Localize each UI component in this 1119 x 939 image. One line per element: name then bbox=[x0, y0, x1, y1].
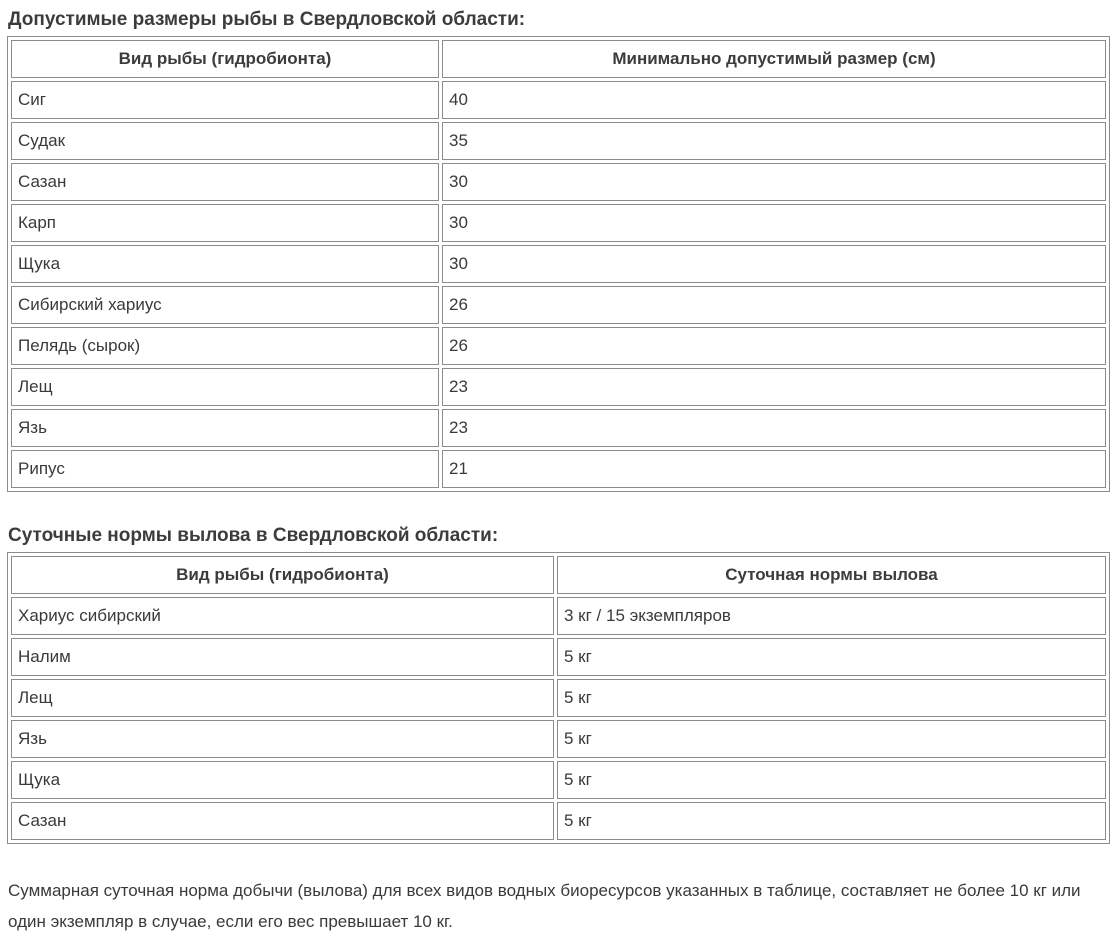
table-row bbox=[11, 122, 1106, 160]
table-row bbox=[11, 679, 1106, 717]
quota-cell: 5 кг bbox=[557, 720, 1106, 758]
table-row bbox=[11, 597, 1106, 635]
table-header-row bbox=[11, 556, 1106, 594]
min-size-cell: 35 bbox=[442, 122, 1106, 160]
species-cell: Судак bbox=[11, 122, 439, 160]
column-header-species: Вид рыбы (гидробионта) bbox=[11, 556, 554, 594]
table-row bbox=[11, 368, 1106, 406]
species-cell: Сибирский хариус bbox=[11, 286, 439, 324]
species-cell: Налим bbox=[11, 638, 554, 676]
species-cell: Щука bbox=[11, 761, 554, 799]
min-size-cell: 26 bbox=[442, 327, 1106, 365]
table-header-row bbox=[11, 40, 1106, 78]
min-size-cell: 23 bbox=[442, 409, 1106, 447]
min-size-cell: 23 bbox=[442, 368, 1106, 406]
species-cell: Язь bbox=[11, 720, 554, 758]
quota-cell: 5 кг bbox=[557, 802, 1106, 840]
table-row bbox=[11, 761, 1106, 799]
min-size-cell: 26 bbox=[442, 286, 1106, 324]
quota-cell: 3 кг / 15 экземпляров bbox=[557, 597, 1106, 635]
table-row bbox=[11, 245, 1106, 283]
table-row bbox=[11, 163, 1106, 201]
table-row bbox=[11, 720, 1106, 758]
size-limits-heading: Допустимые размеры рыбы в Свердловской области: bbox=[8, 9, 526, 30]
table-row bbox=[11, 450, 1106, 488]
column-header-daily-quota: Суточная нормы вылова bbox=[557, 556, 1106, 594]
table-row bbox=[11, 204, 1106, 242]
species-cell: Сазан bbox=[11, 163, 439, 201]
species-cell: Пелядь (сырок) bbox=[11, 327, 439, 365]
species-cell: Щука bbox=[11, 245, 439, 283]
min-size-cell: 30 bbox=[442, 163, 1106, 201]
table-row bbox=[11, 409, 1106, 447]
column-header-species: Вид рыбы (гидробионта) bbox=[11, 40, 439, 78]
table-row bbox=[11, 638, 1106, 676]
min-size-cell: 30 bbox=[442, 204, 1106, 242]
daily-quota-table bbox=[7, 552, 1110, 844]
quota-cell: 5 кг bbox=[557, 761, 1106, 799]
species-cell: Сазан bbox=[11, 802, 554, 840]
min-size-cell: 30 bbox=[442, 245, 1106, 283]
table-row bbox=[11, 286, 1106, 324]
table-row bbox=[11, 327, 1106, 365]
species-cell: Язь bbox=[11, 409, 439, 447]
species-cell: Карп bbox=[11, 204, 439, 242]
species-cell: Сиг bbox=[11, 81, 439, 119]
min-size-cell: 21 bbox=[442, 450, 1106, 488]
min-size-cell: 40 bbox=[442, 81, 1106, 119]
quota-cell: 5 кг bbox=[557, 679, 1106, 717]
column-header-min-size: Минимально допустимый размер (см) bbox=[442, 40, 1106, 78]
table-row bbox=[11, 802, 1106, 840]
quota-cell: 5 кг bbox=[557, 638, 1106, 676]
table-row bbox=[11, 81, 1106, 119]
daily-quota-heading: Суточные нормы вылова в Свердловской области: bbox=[8, 525, 499, 546]
size-limits-table bbox=[7, 36, 1110, 492]
species-cell: Лещ bbox=[11, 679, 554, 717]
total-quota-note: Суммарная суточная норма добычи (вылова) для всех видов водных биоресурсов указанных в таблице, составляет не более 10 кг или один экземпляр в случае, если его вес превышает 10 кг. bbox=[8, 881, 1081, 931]
species-cell: Хариус сибирский bbox=[11, 597, 554, 635]
species-cell: Рипус bbox=[11, 450, 439, 488]
species-cell: Лещ bbox=[11, 368, 439, 406]
